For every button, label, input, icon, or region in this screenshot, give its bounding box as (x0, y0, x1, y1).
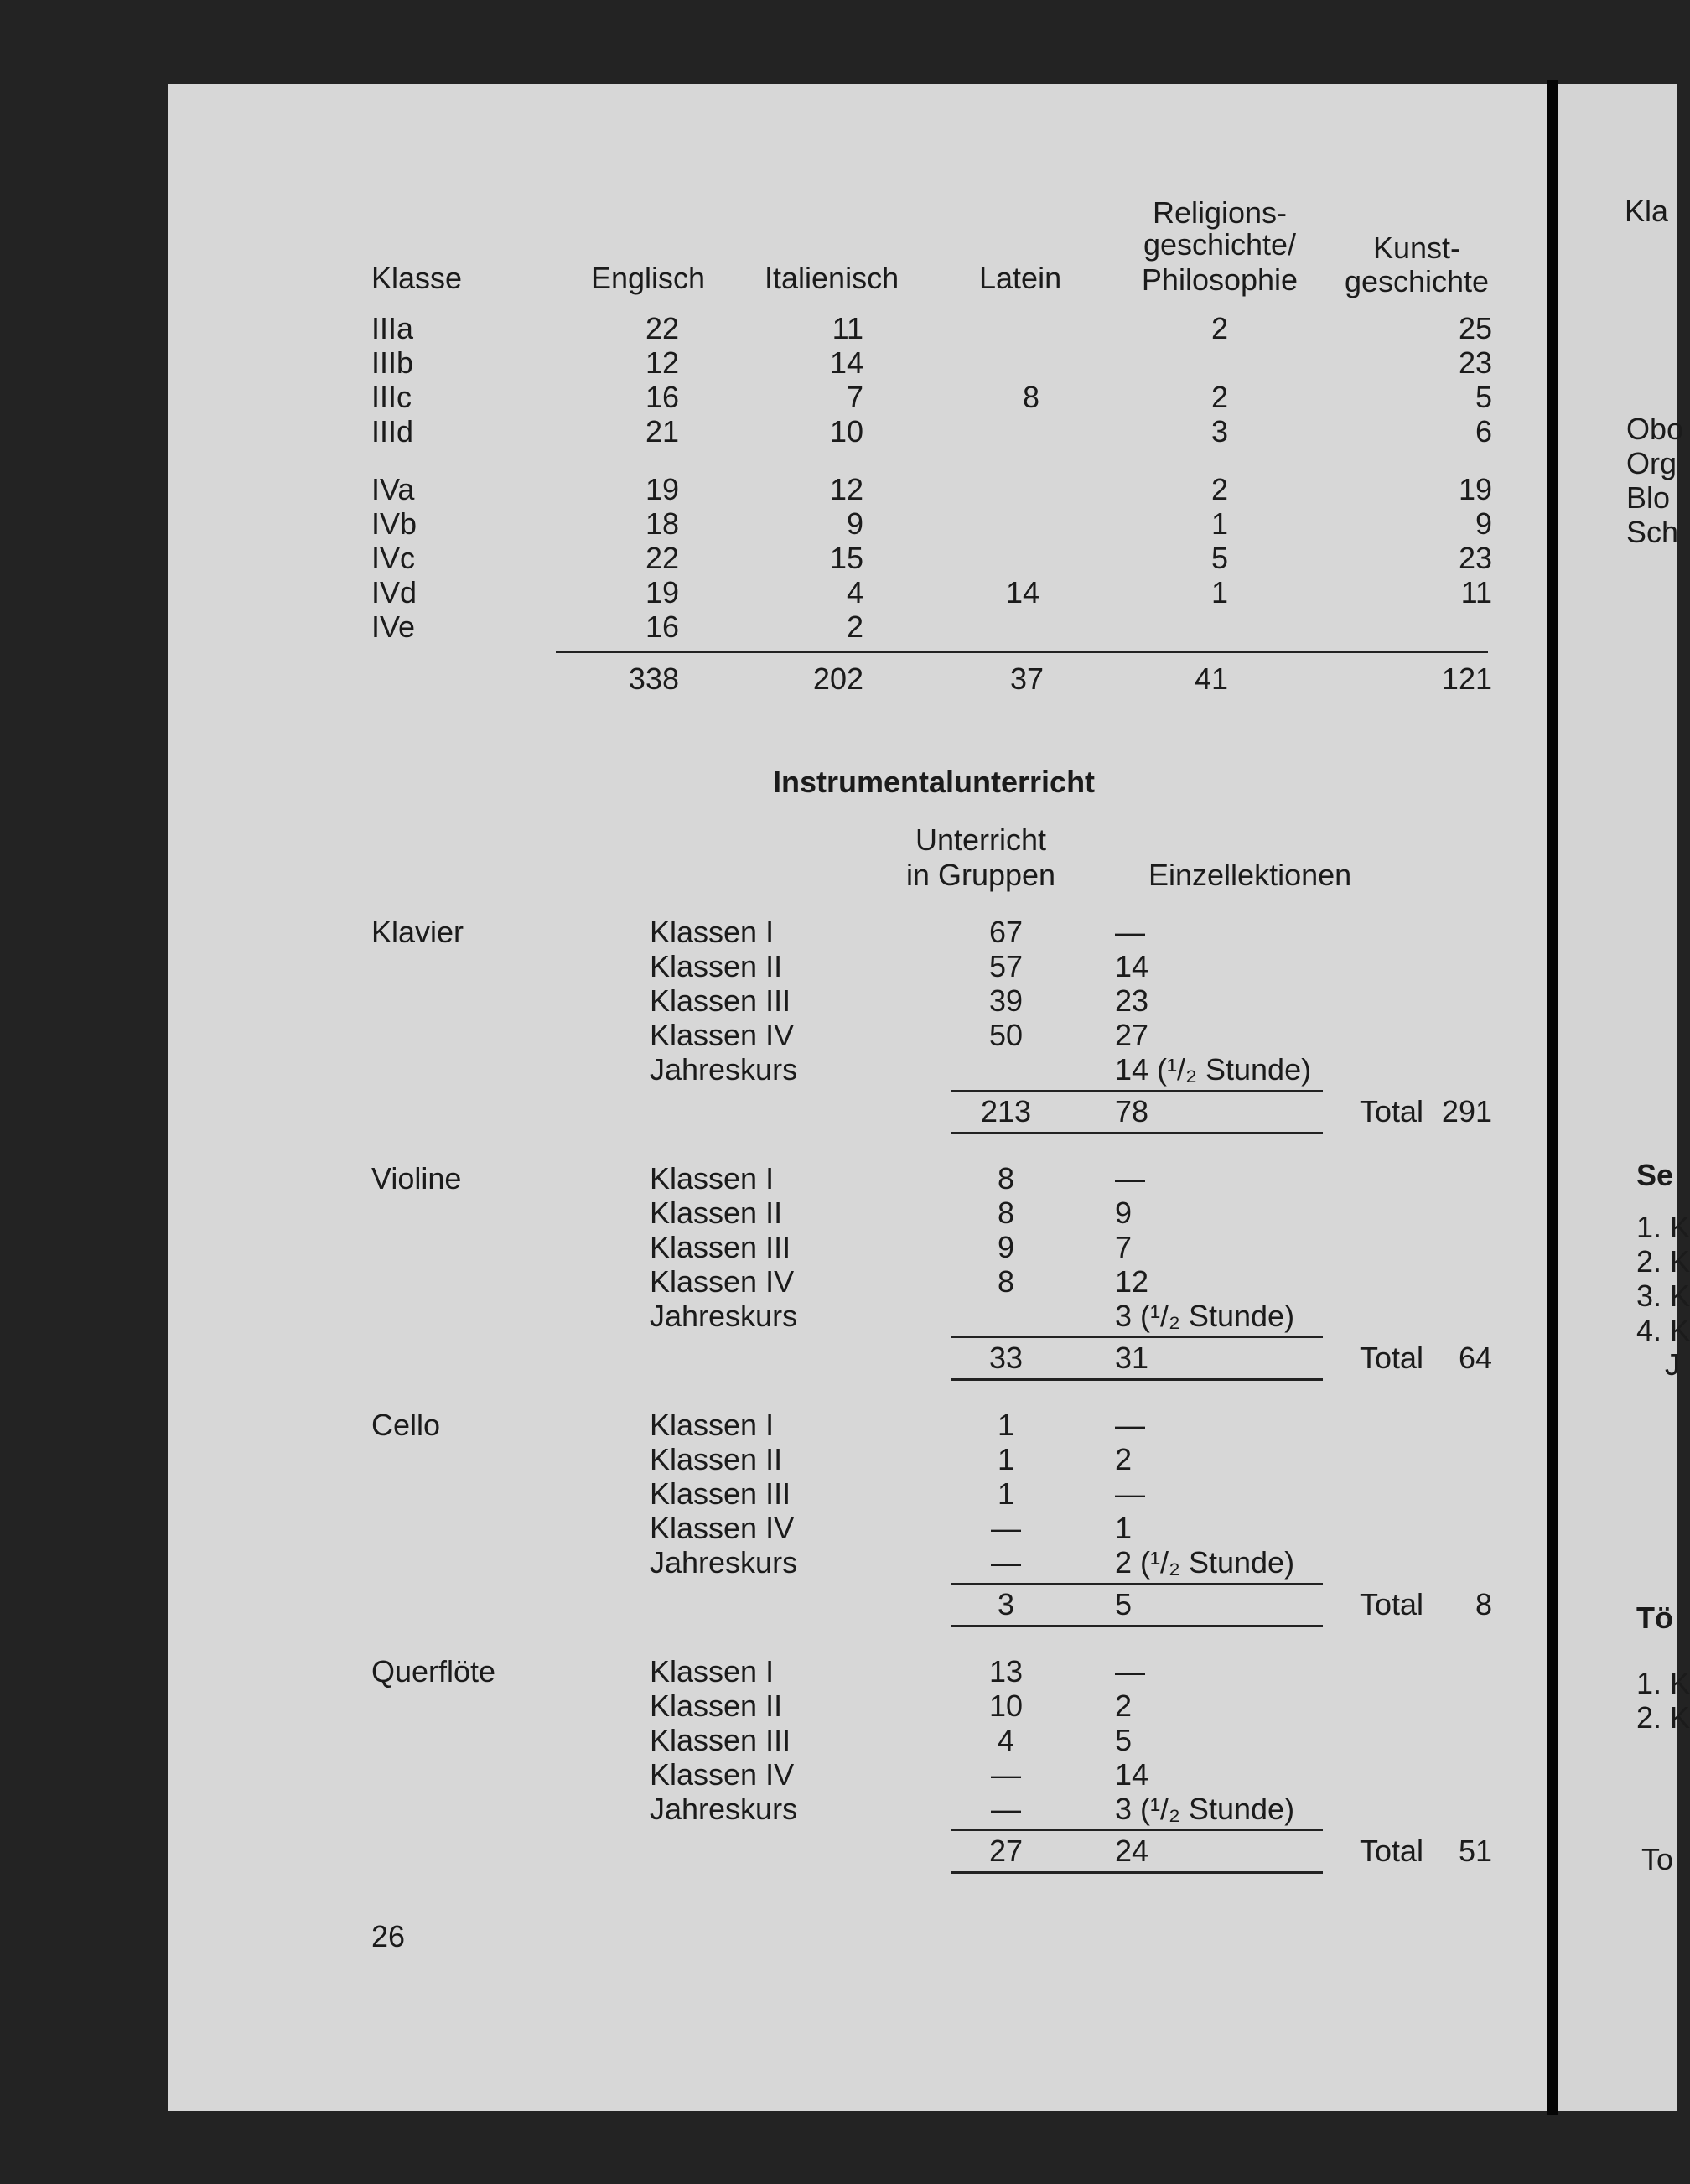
class-label: Klassen IV (650, 1511, 795, 1545)
einzel-cell: — (1115, 1476, 1145, 1511)
next-page-fragment: Obo (1626, 412, 1684, 446)
kunst-cell: 11 (1460, 575, 1492, 610)
kunst-cell: 6 (1475, 414, 1492, 449)
next-page-fragment: Tö (1636, 1600, 1673, 1635)
gruppen-cell: 10 (988, 1689, 1024, 1723)
next-page-fragment: 1. K (1636, 1666, 1690, 1700)
gruppen-cell: 8 (997, 1264, 1015, 1299)
latein-cell: 14 (1005, 575, 1039, 610)
header-latein: Latein (979, 261, 1062, 295)
sum-gruppen: 213 (980, 1094, 1032, 1128)
sum-einzel: 31 (1115, 1341, 1149, 1375)
kunst-cell: 23 (1458, 541, 1492, 575)
total-label: Total (1360, 1094, 1424, 1128)
section-total-rule (951, 1378, 1323, 1381)
class-label: Klassen III (650, 983, 791, 1018)
englisch-cell: 16 (645, 380, 679, 414)
klasse-cell: IIIc (371, 380, 412, 414)
header-religion-line3: Philosophie (1141, 262, 1299, 297)
total-label: Total (1360, 1587, 1424, 1621)
italienisch-cell: 4 (846, 575, 863, 610)
next-page-edge (1553, 84, 1677, 2111)
italienisch-cell: 7 (846, 380, 863, 414)
section-total-rule (951, 1132, 1323, 1134)
header-religion-line1: Religions- (1152, 195, 1288, 230)
klasse-cell: IVc (371, 541, 416, 575)
class-label: Klassen IV (650, 1264, 795, 1299)
italienisch-cell: 15 (829, 541, 863, 575)
einzel-cell: 1 (1115, 1511, 1133, 1545)
englisch-cell: 19 (645, 575, 679, 610)
header-religion-line2: geschichte/ (1143, 227, 1297, 262)
total-value: 64 (1458, 1341, 1492, 1375)
total-religion: 41 (1194, 661, 1228, 696)
section-total-rule (951, 1625, 1323, 1627)
total-latein: 37 (1009, 661, 1044, 696)
kunst-cell: 5 (1475, 380, 1492, 414)
klasse-cell: IIId (371, 414, 414, 449)
total-value: 51 (1458, 1834, 1492, 1868)
next-page-fragment: Sch (1626, 515, 1679, 549)
col-gruppen-line2: in Gruppen (905, 858, 1056, 892)
class-label: Klassen I (650, 1161, 775, 1196)
class-label: Jahreskurs (650, 1792, 798, 1826)
religion-cell: 2 (1210, 311, 1228, 345)
section-sum-rule (951, 1583, 1323, 1585)
class-label: Klassen III (650, 1476, 791, 1511)
class-label: Klassen II (650, 1689, 783, 1723)
einzel-cell: — (1115, 915, 1145, 949)
religion-cell: 2 (1210, 472, 1228, 506)
englisch-cell: 22 (645, 541, 679, 575)
header-englisch: Englisch (591, 261, 706, 295)
gruppen-cell: 1 (997, 1476, 1015, 1511)
instrument-name: Klavier (371, 915, 464, 949)
sum-einzel: 24 (1115, 1834, 1149, 1868)
header-klasse: Klasse (371, 261, 463, 295)
total-label: Total (1360, 1341, 1424, 1375)
italienisch-cell: 2 (846, 610, 863, 644)
klasse-cell: IIIa (371, 311, 414, 345)
next-page-fragment: 2. K (1636, 1244, 1690, 1279)
einzel-cell: 12 (1115, 1264, 1149, 1299)
englisch-cell: 12 (645, 345, 679, 380)
next-page-fragment: To (1641, 1842, 1674, 1876)
class-label: Klassen I (650, 915, 775, 949)
gruppen-cell: 67 (988, 915, 1024, 949)
class-label: Klassen I (650, 1654, 775, 1689)
einzel-cell: — (1115, 1161, 1145, 1196)
total-englisch: 338 (628, 661, 679, 696)
einzel-cell: 2 (1115, 1442, 1133, 1476)
gruppen-cell: 57 (988, 949, 1024, 983)
class-label: Klassen IV (650, 1757, 795, 1792)
klasse-cell: IVd (371, 575, 417, 610)
kunst-cell: 25 (1458, 311, 1492, 345)
gruppen-cell: 39 (988, 983, 1024, 1018)
next-page-fragment: Kla (1625, 194, 1669, 228)
religion-cell: 1 (1210, 506, 1228, 541)
instrument-name: Cello (371, 1408, 441, 1442)
latein-cell: 8 (1022, 380, 1039, 414)
einzel-cell: 3 (¹/₂ Stunde) (1115, 1299, 1295, 1333)
gruppen-cell: 1 (997, 1408, 1015, 1442)
englisch-cell: 22 (645, 311, 679, 345)
italienisch-cell: 12 (829, 472, 863, 506)
gruppen-cell: 8 (997, 1161, 1015, 1196)
italienisch-cell: 14 (829, 345, 863, 380)
religion-cell: 3 (1210, 414, 1228, 449)
einzel-cell: 14 (¹/₂ Stunde) (1115, 1052, 1312, 1087)
klasse-cell: IIIb (371, 345, 414, 380)
gruppen-cell: 8 (997, 1196, 1015, 1230)
gruppen-cell: 4 (997, 1723, 1015, 1757)
einzel-cell: 14 (1115, 949, 1149, 983)
next-page-fragment: 3. K (1636, 1279, 1690, 1313)
religion-cell: 5 (1210, 541, 1228, 575)
einzel-cell: 27 (1115, 1018, 1149, 1052)
header-italienisch: Italienisch (765, 261, 899, 295)
einzel-cell: 14 (1115, 1757, 1149, 1792)
total-kunst: 121 (1441, 661, 1492, 696)
gruppen-cell: 50 (988, 1018, 1024, 1052)
instrument-name: Querflöte (371, 1654, 496, 1689)
class-label: Jahreskurs (650, 1299, 798, 1333)
gruppen-cell: — (991, 1511, 1021, 1545)
class-label: Klassen III (650, 1230, 791, 1264)
next-page-fragment: 1. K (1636, 1210, 1690, 1244)
sum-einzel: 5 (1115, 1587, 1133, 1621)
class-label: Klassen II (650, 1196, 783, 1230)
englisch-cell: 16 (645, 610, 679, 644)
italienisch-cell: 11 (832, 311, 863, 345)
englisch-cell: 18 (645, 506, 679, 541)
next-page-fragment: Blo (1626, 480, 1671, 515)
gruppen-cell: 13 (988, 1654, 1024, 1689)
klasse-cell: IVe (371, 610, 416, 644)
class-label: Jahreskurs (650, 1545, 798, 1580)
section-sum-rule (951, 1090, 1323, 1092)
next-page-fragment: Se (1636, 1158, 1674, 1192)
italienisch-cell: 9 (846, 506, 863, 541)
einzel-cell: 9 (1115, 1196, 1133, 1230)
sum-gruppen: 27 (988, 1834, 1024, 1868)
einzel-cell: 3 (¹/₂ Stunde) (1115, 1792, 1295, 1826)
einzel-cell: 2 (¹/₂ Stunde) (1115, 1545, 1295, 1580)
top-table-sum-rule (556, 651, 1488, 653)
header-kunst-line1: Kunst- (1372, 231, 1461, 265)
instrument-name: Violine (371, 1161, 462, 1196)
sum-einzel: 78 (1115, 1094, 1149, 1128)
page-gutter (1547, 80, 1558, 2115)
englisch-cell: 21 (645, 414, 679, 449)
gruppen-cell: — (991, 1792, 1021, 1826)
kunst-cell: 9 (1475, 506, 1492, 541)
section-sum-rule (951, 1829, 1323, 1831)
religion-cell: 1 (1210, 575, 1228, 610)
einzel-cell: 23 (1115, 983, 1149, 1018)
kunst-cell: 23 (1458, 345, 1492, 380)
page-number: 26 (371, 1919, 406, 1953)
sum-gruppen: 3 (997, 1587, 1015, 1621)
einzel-cell: — (1115, 1408, 1145, 1442)
class-label: Klassen IV (650, 1018, 795, 1052)
gruppen-cell: 1 (997, 1442, 1015, 1476)
einzel-cell: 5 (1115, 1723, 1133, 1757)
sum-gruppen: 33 (988, 1341, 1024, 1375)
header-kunst-line2: geschichte (1344, 264, 1490, 298)
next-page-fragment: Org (1626, 446, 1677, 480)
col-einzellektionen: Einzellektionen (1148, 858, 1352, 892)
gruppen-cell: — (991, 1545, 1021, 1580)
einzel-cell: 2 (1115, 1689, 1133, 1723)
kunst-cell: 19 (1458, 472, 1492, 506)
total-value: 291 (1441, 1094, 1492, 1128)
section-sum-rule (951, 1336, 1323, 1338)
englisch-cell: 19 (645, 472, 679, 506)
class-label: Klassen I (650, 1408, 775, 1442)
class-label: Jahreskurs (650, 1052, 798, 1087)
einzel-cell: — (1115, 1654, 1145, 1689)
religion-cell: 2 (1210, 380, 1228, 414)
next-page-fragment: 2. K (1636, 1700, 1690, 1735)
einzel-cell: 7 (1115, 1230, 1133, 1264)
klasse-cell: IVb (371, 506, 417, 541)
next-page-fragment: J (1665, 1347, 1680, 1382)
instrumental-title: Instrumentalunterricht (773, 765, 1096, 799)
class-label: Klassen II (650, 1442, 783, 1476)
next-page-fragment: 4. K (1636, 1313, 1690, 1347)
total-value: 8 (1475, 1587, 1492, 1621)
col-gruppen-line1: Unterricht (915, 822, 1047, 857)
gruppen-cell: — (991, 1757, 1021, 1792)
gruppen-cell: 9 (997, 1230, 1015, 1264)
class-label: Klassen II (650, 949, 783, 983)
klasse-cell: IVa (371, 472, 415, 506)
total-italienisch: 202 (812, 661, 863, 696)
italienisch-cell: 10 (829, 414, 863, 449)
section-total-rule (951, 1871, 1323, 1874)
total-label: Total (1360, 1834, 1424, 1868)
class-label: Klassen III (650, 1723, 791, 1757)
